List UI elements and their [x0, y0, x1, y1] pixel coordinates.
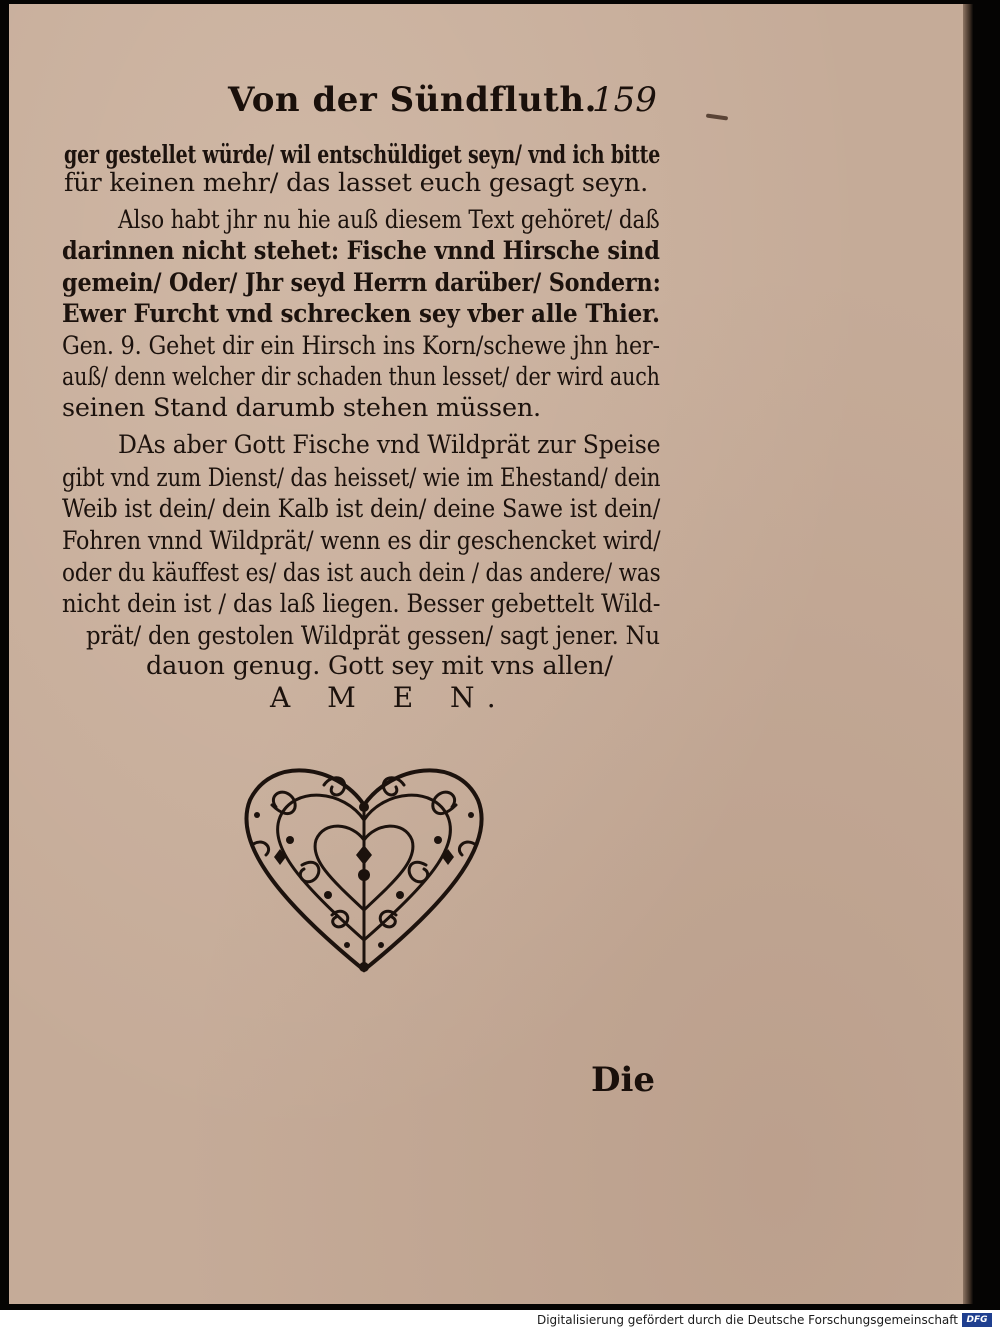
text-line: Fohren vnnd Wildprät/ wenn es dir geschencket wird/ — [62, 526, 661, 556]
text-line: gibt vnd zum Dienst/ das heisset/ wie im Ehestand/ dein — [62, 463, 661, 493]
text-line: dauon genug. Gott sey mit vns allen/ — [146, 651, 613, 681]
text-line: Ewer Furcht vnd schrecken sey vber alle Thier. — [62, 299, 660, 329]
page-edge — [963, 4, 973, 1304]
dfg-logo-icon: DFG — [962, 1313, 992, 1327]
text-line: Also habt jhr nu hie auß diesem Text gehöret/ daß — [118, 205, 660, 235]
text-line: nicht dein ist / das laß liegen. Besser gebettelt Wild- — [62, 589, 661, 619]
text-line: oder du käuffest es/ das ist auch dein / das andere/ was — [62, 558, 661, 588]
text-line: auß/ denn welcher dir schaden thun lesset/ der wird auch — [62, 362, 660, 392]
text-line: Weib ist dein/ dein Kalb ist dein/ deine Sawe ist dein/ — [62, 494, 661, 524]
text-line: ger gestellet würde/ wil entschüldiget seyn/ vnd ich bitte — [64, 140, 661, 170]
text-line: für keinen mehr/ das lasset euch gesagt seyn. — [64, 168, 648, 198]
text-line: darinnen nicht stehet: Fische vnnd Hirsche sind — [62, 236, 660, 266]
footer-bar — [0, 1310, 1000, 1331]
text-line: Gen. 9. Gehet dir ein Hirsch ins Korn/schewe jhn her- — [62, 331, 660, 361]
footer-credit: Digitalisierung gefördert durch die Deutsche Forschungsgemeinschaft — [536, 1313, 958, 1327]
running-head: Von der Sündfluth. — [228, 80, 597, 120]
text-line: gemein/ Oder/ Jhr seyd Herrn darüber/ Sondern: — [62, 268, 661, 298]
text-line: seinen Stand darumb stehen müssen. — [62, 393, 541, 423]
text-line: prät/ den gestolen Wildprät gessen/ sagt jener. Nu — [86, 621, 660, 651]
fleuron-ornament-icon — [232, 745, 497, 980]
catchword: Die — [591, 1060, 656, 1100]
amen-line: A M E N. — [270, 681, 510, 714]
page-number: 159 — [592, 80, 657, 120]
text-line: DAs aber Gott Fische vnd Wildprät zur Speise — [118, 430, 661, 460]
